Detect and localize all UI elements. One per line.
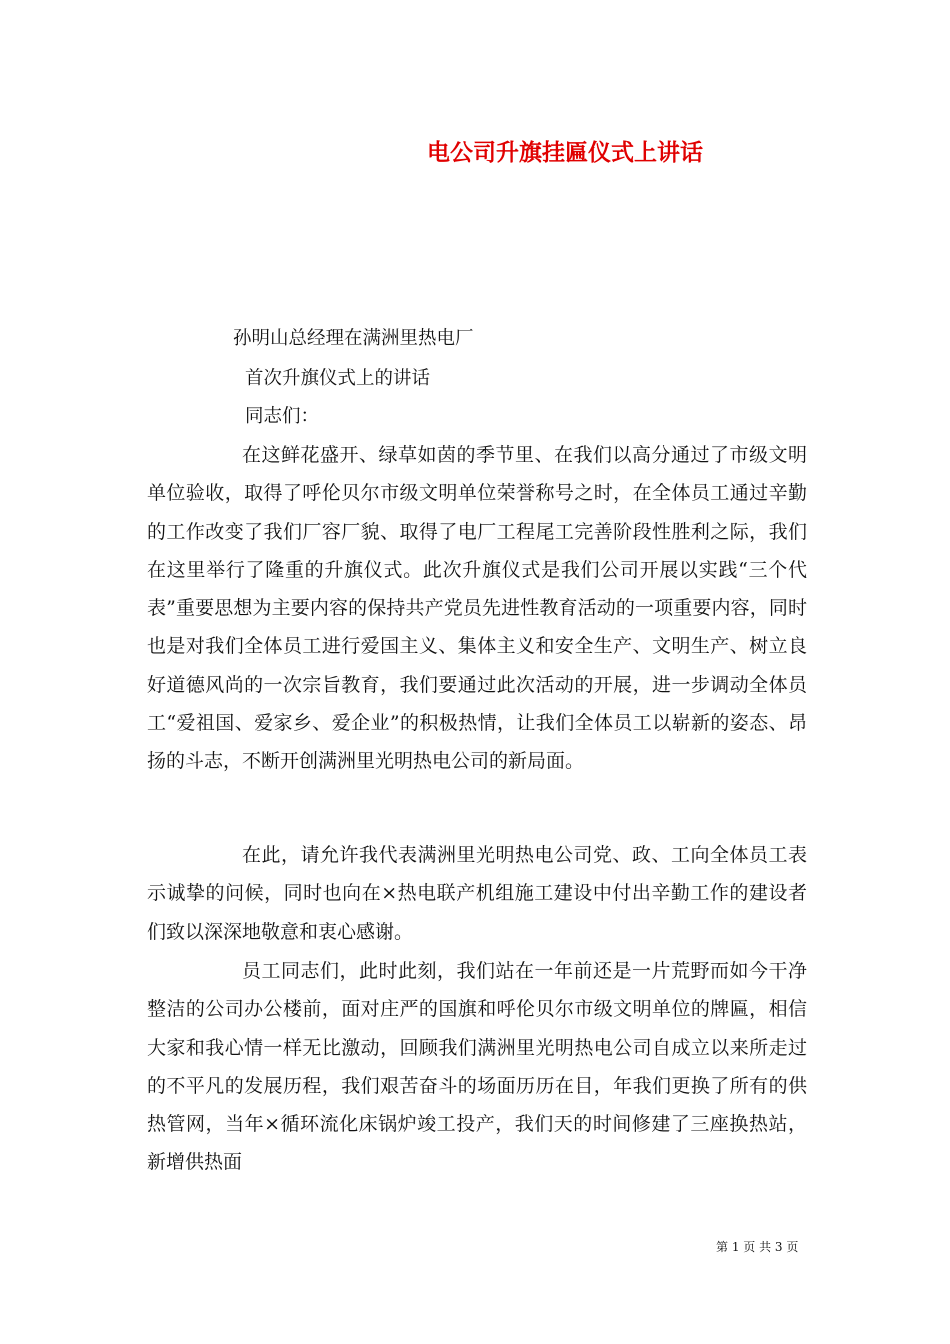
page-number: 第 1 页 共 3 页 [716, 1240, 799, 1254]
paragraph-2: 在此，请允许我代表满洲里光明热电公司党、政、工向全体员工表示诚挚的问候，同时也向在×热电联产机组施工建设中付出辛勤工作的建设者们致以深深地敬意和衷心感谢。 [147, 844, 807, 943]
paragraph-1: 在这鲜花盛开、绿草如茵的季节里、在我们以高分通过了市级文明单位验收，取得了呼伦贝尔市级文明单位荣誉称号之时，在全体员工通过辛勤的工作改变了我们厂容厂貌、取得了电厂工程尾工完善阶段性胜利之际，我们在这里举行了隆重的升旗仪式。此次升旗仪式是我们公司开展以实践“三个代表”重要思想为主要内容的保持共产党员先进性教育活动的一项重要内容，同时也是对我们全体员工进行爱国主义、集体主义和安全生产、文明生产、树立良好道德风尚的一次宗旨教育，我们要通过此次活动的开展，进一步调动全体员工“爱祖国、爱家乡、爱企业”的积极热情，让我们全体员工以崭新的姿态、昂扬的斗志，不断开创满洲里光明热电公司的新局面。 [147, 444, 807, 773]
subtitle-line-1: 孙明山总经理在满洲里热电厂 [233, 328, 474, 349]
greeting: 同志们： [245, 406, 320, 427]
paragraph-3: 员工同志们，此时此刻，我们站在一年前还是一片荒野而如今干净整洁的公司办公楼前，面对庄严的国旗和呼伦贝尔市级文明单位的牌匾，相信大家和我心情一样无比激动，回顾我们满洲里光明热电公司自成立以来所走过的不平凡的发展历程，我们艰苦奋斗的场面历历在目，年我们更换了所有的供热管网，当年×循环流化床锅炉竣工投产，我们天的时间修建了三座换热站，新增供热面 [147, 960, 807, 1174]
document-title: 电公司升旗挂匾仪式上讲话 [427, 139, 703, 166]
subtitle-line-2: 首次升旗仪式上的讲话 [245, 368, 431, 389]
